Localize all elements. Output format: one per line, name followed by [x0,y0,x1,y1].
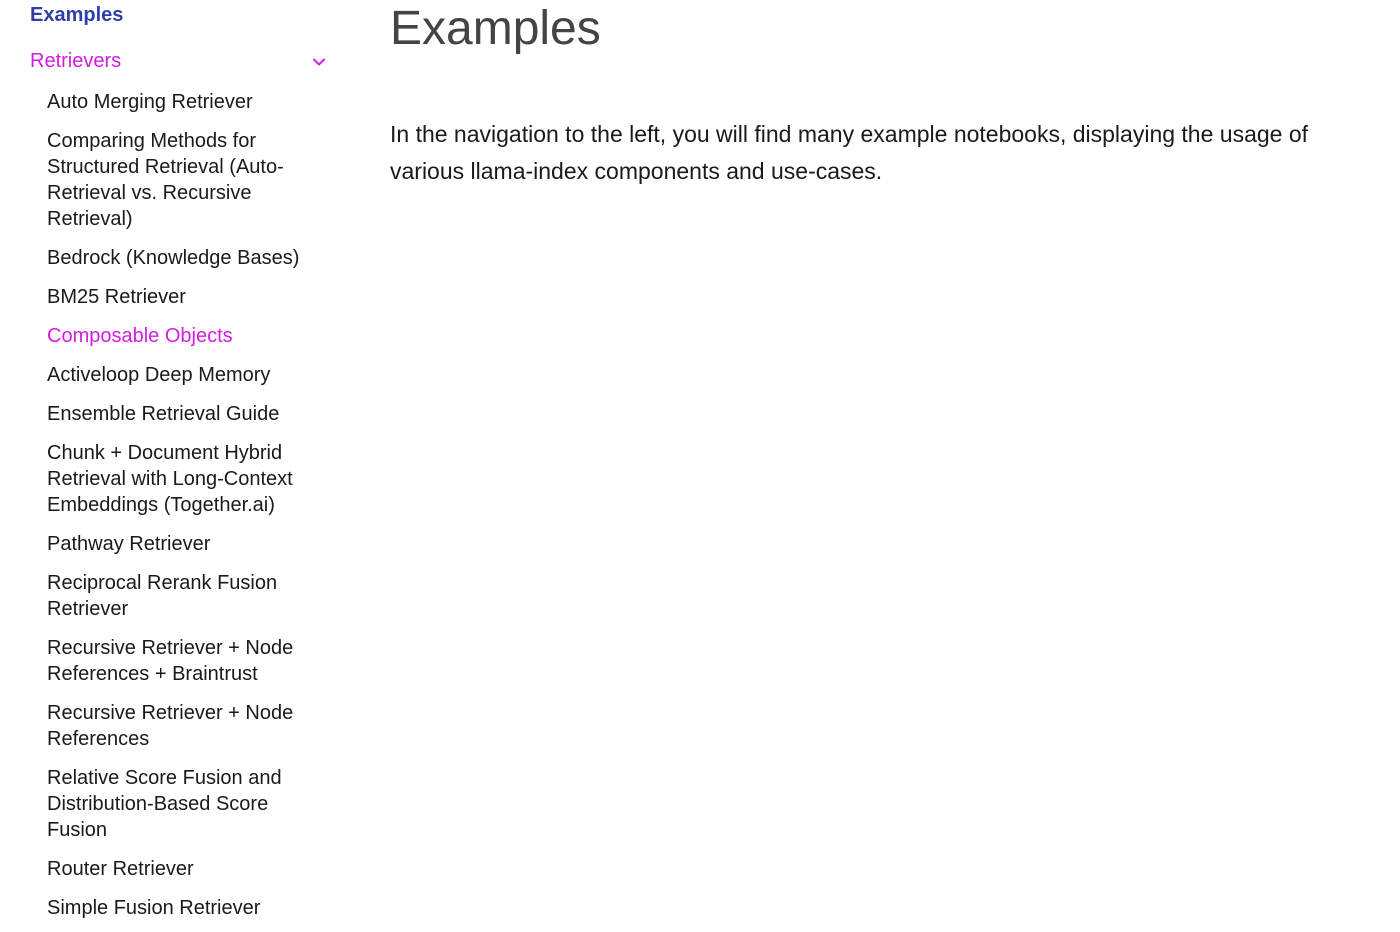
nav-list-retrievers [47,87,309,932]
sidebar-item[interactable]: Chunk + Document Hybrid Retrieval with Long-Context Embeddings (Together.ai) [47,442,293,516]
sidebar-item[interactable]: Router Retriever [47,858,194,880]
sidebar-item[interactable]: Recursive Retriever + Node References [47,702,294,750]
sidebar-item[interactable]: Activeloop Deep Memory [47,364,271,386]
nav-section-retrievers[interactable] [30,50,330,73]
sidebar-item[interactable]: Pathway Retriever [47,533,211,555]
sidebar-item[interactable]: Composable Objects [47,325,233,347]
page-title: Examples [390,2,601,55]
sidebar-item[interactable]: Reciprocal Rerank Fusion Retriever [47,572,278,620]
chevron-down-icon[interactable] [308,51,330,73]
sidebar-nav [0,0,345,919]
sidebar-item[interactable]: Simple Fusion Retriever [47,897,261,919]
sidebar-item[interactable]: Relative Score Fusion and Distribution-Based Score Fusion [47,767,282,841]
sidebar-item[interactable]: Auto Merging Retriever [47,91,253,113]
sidebar-item[interactable]: Comparing Methods for Structured Retrieval (Auto-Retrieval vs. Recursive Retrieval) [47,130,284,230]
nav-root-link[interactable]: Examples [30,4,124,26]
sidebar-item[interactable]: BM25 Retriever [47,286,186,308]
sidebar-item[interactable]: Recursive Retriever + Node References + Braintrust [47,637,294,685]
intro-paragraph: In the navigation to the left, you will find many example notebooks, displaying the usage of various llama-index components and use-cases. [390,121,1309,184]
sidebar-item[interactable]: Bedrock (Knowledge Bases) [47,247,300,269]
nav-section-label: Retrievers [30,50,122,72]
sidebar-item[interactable]: Ensemble Retrieval Guide [47,403,280,425]
